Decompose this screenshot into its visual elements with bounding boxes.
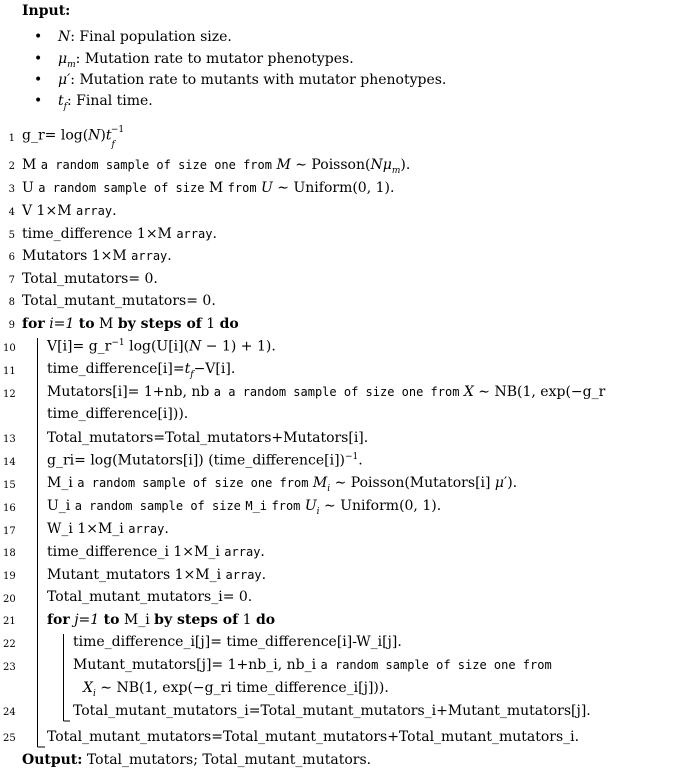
line-number: 24 bbox=[3, 707, 16, 718]
line-number: 11 bbox=[3, 366, 16, 377]
line-22: time_difference_i[j]= time_difference[i]-W_i[j]. bbox=[73, 634, 402, 650]
line-12b: time_difference[i])). bbox=[47, 406, 189, 422]
line-12a: Mutators[i]= 1+nb, nb a a random sample of size one from X ∼ NB(1, exp(−g_r bbox=[47, 384, 606, 400]
line-19: Mutant_mutators 1×M_i array. bbox=[47, 567, 267, 583]
line-number: 1 bbox=[8, 133, 15, 144]
line-number: 18 bbox=[3, 548, 16, 559]
line-number: 10 bbox=[3, 343, 16, 354]
line-17: W_i 1×M_i array. bbox=[47, 521, 169, 537]
line-23b: $X_i$ ∼ NB(1, exp(−g_ri time_difference_i[j])). bbox=[83, 680, 389, 699]
line-number: 4 bbox=[8, 207, 15, 218]
line-3: U a random sample of size M from U ∼ Uniform(0, 1). bbox=[22, 180, 395, 196]
bullet: • bbox=[34, 51, 43, 67]
line-number: 16 bbox=[3, 503, 16, 514]
line-number: 3 bbox=[8, 184, 15, 195]
param-mu-m: • $\mu_m$: Mutation rate to mutator phenotypes. bbox=[34, 51, 354, 70]
line-number: 20 bbox=[3, 594, 16, 605]
line-6: Mutators 1×M array. bbox=[22, 248, 172, 264]
line-number: 23 bbox=[3, 662, 16, 673]
line-number: 6 bbox=[8, 252, 15, 263]
bullet: • bbox=[34, 93, 43, 109]
line-25: Total_mutant_mutators=Total_mutant_mutators+Total_mutant_mutators_i. bbox=[47, 729, 580, 745]
line-20: Total_mutant_mutators_i= 0. bbox=[47, 589, 253, 605]
bullet: • bbox=[34, 29, 43, 45]
line-10: $V[i]= g\_r^{-1}$ log(U[i](N − 1) + 1). bbox=[47, 338, 276, 355]
line-9: for i=1 to M by steps of 1 do bbox=[22, 316, 239, 332]
line-7: Total_mutators= 0. bbox=[22, 271, 158, 287]
output-line: Output: Total_mutators; Total_mutant_mutators. bbox=[22, 752, 372, 768]
line-24: Total_mutant_mutators_i=Total_mutant_mutators_i+Mutant_mutators[j]. bbox=[73, 703, 591, 719]
line-number: 7 bbox=[8, 275, 15, 286]
line-8: Total_mutant_mutators= 0. bbox=[22, 293, 216, 309]
param-t-f: • $t_f$: Final time. bbox=[34, 93, 153, 112]
line-number: 21 bbox=[3, 616, 16, 627]
line-number: 22 bbox=[3, 639, 16, 650]
line-18: time_difference_i 1×M_i array. bbox=[47, 544, 265, 560]
line-number: 12 bbox=[3, 389, 16, 400]
line-number: 2 bbox=[8, 161, 15, 172]
param-mu-prime: • μ′: Mutation rate to mutants with mutator phenotypes. bbox=[34, 72, 447, 88]
line-number: 14 bbox=[3, 457, 16, 468]
line-1: g_r= $\log(N)t_f^{-1}$ bbox=[22, 125, 125, 151]
line-4: V 1×M array. bbox=[22, 203, 117, 219]
line-16: U_i a random sample of size M_i from $U_i$ ∼ Uniform(0, 1). bbox=[47, 498, 442, 517]
line-15: M_i a random sample of size one from $M_i$ ∼ Poisson(Mutators[i] μ′). bbox=[47, 475, 518, 494]
line-5: time_difference 1×M array. bbox=[22, 226, 217, 242]
line-number: 19 bbox=[3, 571, 16, 582]
line-number: 5 bbox=[8, 230, 15, 241]
line-13: Total_mutators=Total_mutators+Mutators[i]. bbox=[47, 430, 369, 446]
line-number: 13 bbox=[3, 434, 16, 445]
line-number: 17 bbox=[3, 526, 16, 537]
line-number: 15 bbox=[3, 480, 16, 491]
line-number: 9 bbox=[8, 320, 15, 331]
input-heading: Input: bbox=[22, 3, 71, 19]
line-2: M a random sample of size one from M ∼ $Poisson(N\mu_m)$. bbox=[22, 157, 411, 176]
line-14: g_ri= log(Mutators[i]) (time_difference[i])$^{-1}$. bbox=[47, 452, 363, 469]
line-11: $time\_difference[i]=t_f-V[i]$. bbox=[47, 361, 236, 380]
line-21: for j=1 to M_i by steps of 1 do bbox=[47, 612, 276, 628]
param-N: • N: Final population size. bbox=[34, 29, 232, 45]
line-number: 25 bbox=[3, 733, 16, 744]
bullet: • bbox=[34, 72, 43, 88]
line-number: 8 bbox=[8, 297, 15, 308]
line-23a: Mutant_mutators[j]= 1+nb_i, nb_i a random sample of size one from bbox=[73, 657, 552, 673]
